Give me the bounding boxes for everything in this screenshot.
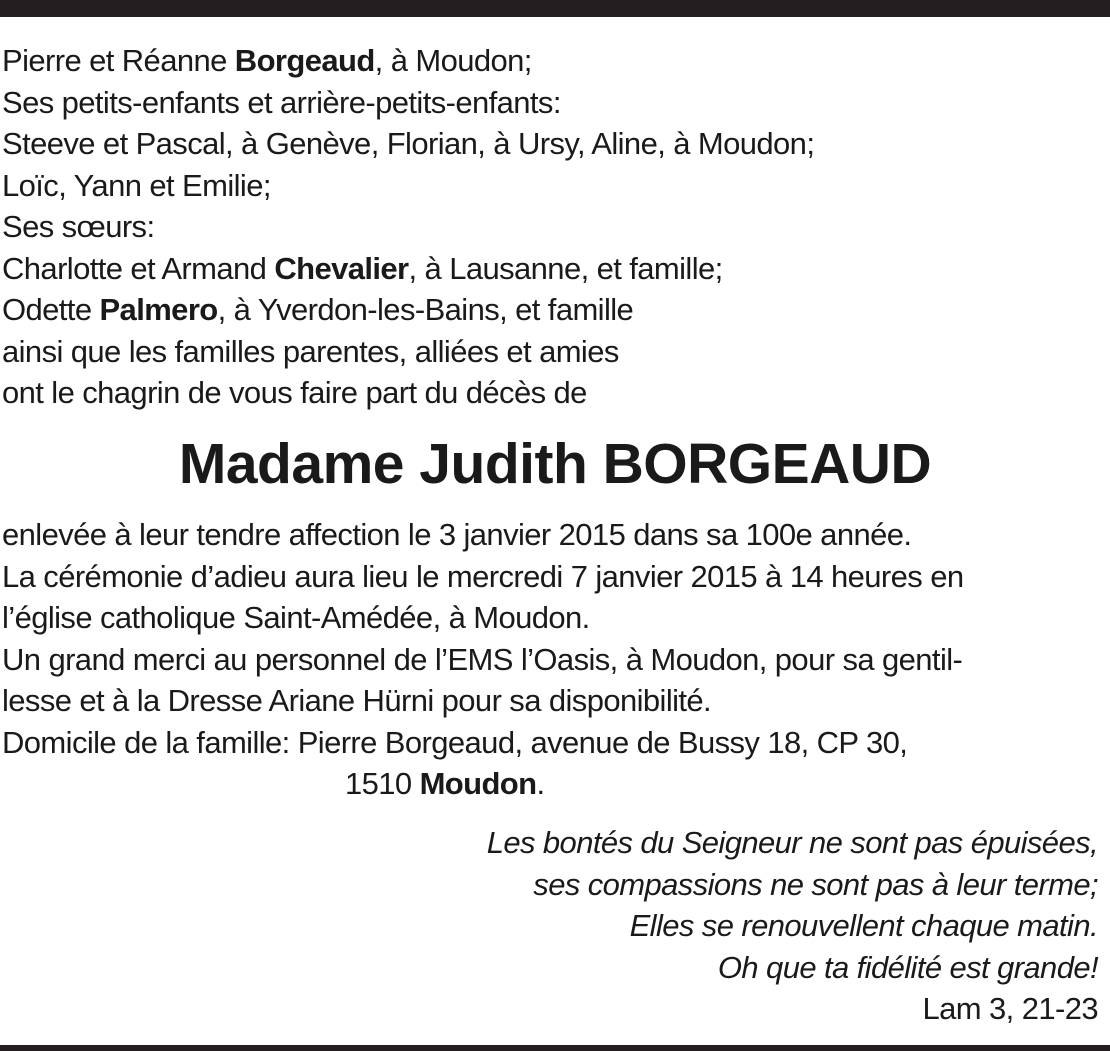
details-line: La cérémonie d’adieu aura lieu le mercredi 7 janvier 2015 à 14 heures en <box>2 558 964 594</box>
announcement-line: Odette Palmero, à Yverdon-les-Bains, et famille <box>2 292 634 327</box>
announcement-line: Pierre et Réanne Borgeaud, à Moudon; <box>2 43 532 78</box>
announcement-line: Steeve et Pascal, à Genève, Florian, à Ursy, Aline, à Moudon; <box>2 126 815 161</box>
top-rule <box>0 0 1110 17</box>
family-surname: Borgeaud <box>234 43 375 78</box>
details-line: l’église catholique Saint-Amédée, à Moudon. <box>2 600 590 635</box>
bottom-rule <box>0 1045 1110 1051</box>
family-surname: Chevalier <box>274 250 409 286</box>
family-announcement <box>2 40 1102 414</box>
details-line: lesse et à la Dresse Ariane Hürni pour sa disponibilité. <box>2 683 712 718</box>
announcement-line: ainsi que les familles parentes, alliées et amies <box>2 333 619 369</box>
quote-line: Elles se renouvellent chaque matin. <box>629 908 1098 943</box>
quote-line: Oh que ta fidélité est grande! <box>717 949 1098 985</box>
details-line: enlevée à leur tendre affection le 3 janvier 2015 dans sa 100e année. <box>2 517 912 552</box>
announcement-line: Loïc, Yann et Emilie; <box>2 167 271 203</box>
quote-line: Les bontés du Seigneur ne sont pas épuisées, <box>486 825 1098 860</box>
details-line: Un grand merci au personnel de l’EMS l’Oasis, à Moudon, pour sa gentil- <box>2 641 963 677</box>
quote-line: ses compassions ne sont pas à leur terme; <box>533 866 1098 902</box>
address-line: 1510 Moudon. <box>345 766 545 801</box>
bible-quote <box>198 822 1098 1030</box>
quote-reference: Lam 3, 21-23 <box>922 991 1098 1026</box>
deceased-name: Madame Judith BORGEAUD <box>178 432 932 496</box>
family-surname: Palmero <box>99 292 218 327</box>
announcement-line: ont le chagrin de vous faire part du décès de <box>2 375 587 410</box>
announcement-line: Ses sœurs: <box>2 209 155 244</box>
address-town: Moudon <box>419 766 537 801</box>
details-line: Domicile de la famille: Pierre Borgeaud, avenue de Bussy 18, CP 30, <box>2 724 908 760</box>
funeral-details <box>2 514 1102 805</box>
announcement-line: Ses petits-enfants et arrière-petits-enfants: <box>2 84 561 120</box>
announcement-line: Charlotte et Armand Chevalier, à Lausanne, et famille; <box>2 250 723 286</box>
